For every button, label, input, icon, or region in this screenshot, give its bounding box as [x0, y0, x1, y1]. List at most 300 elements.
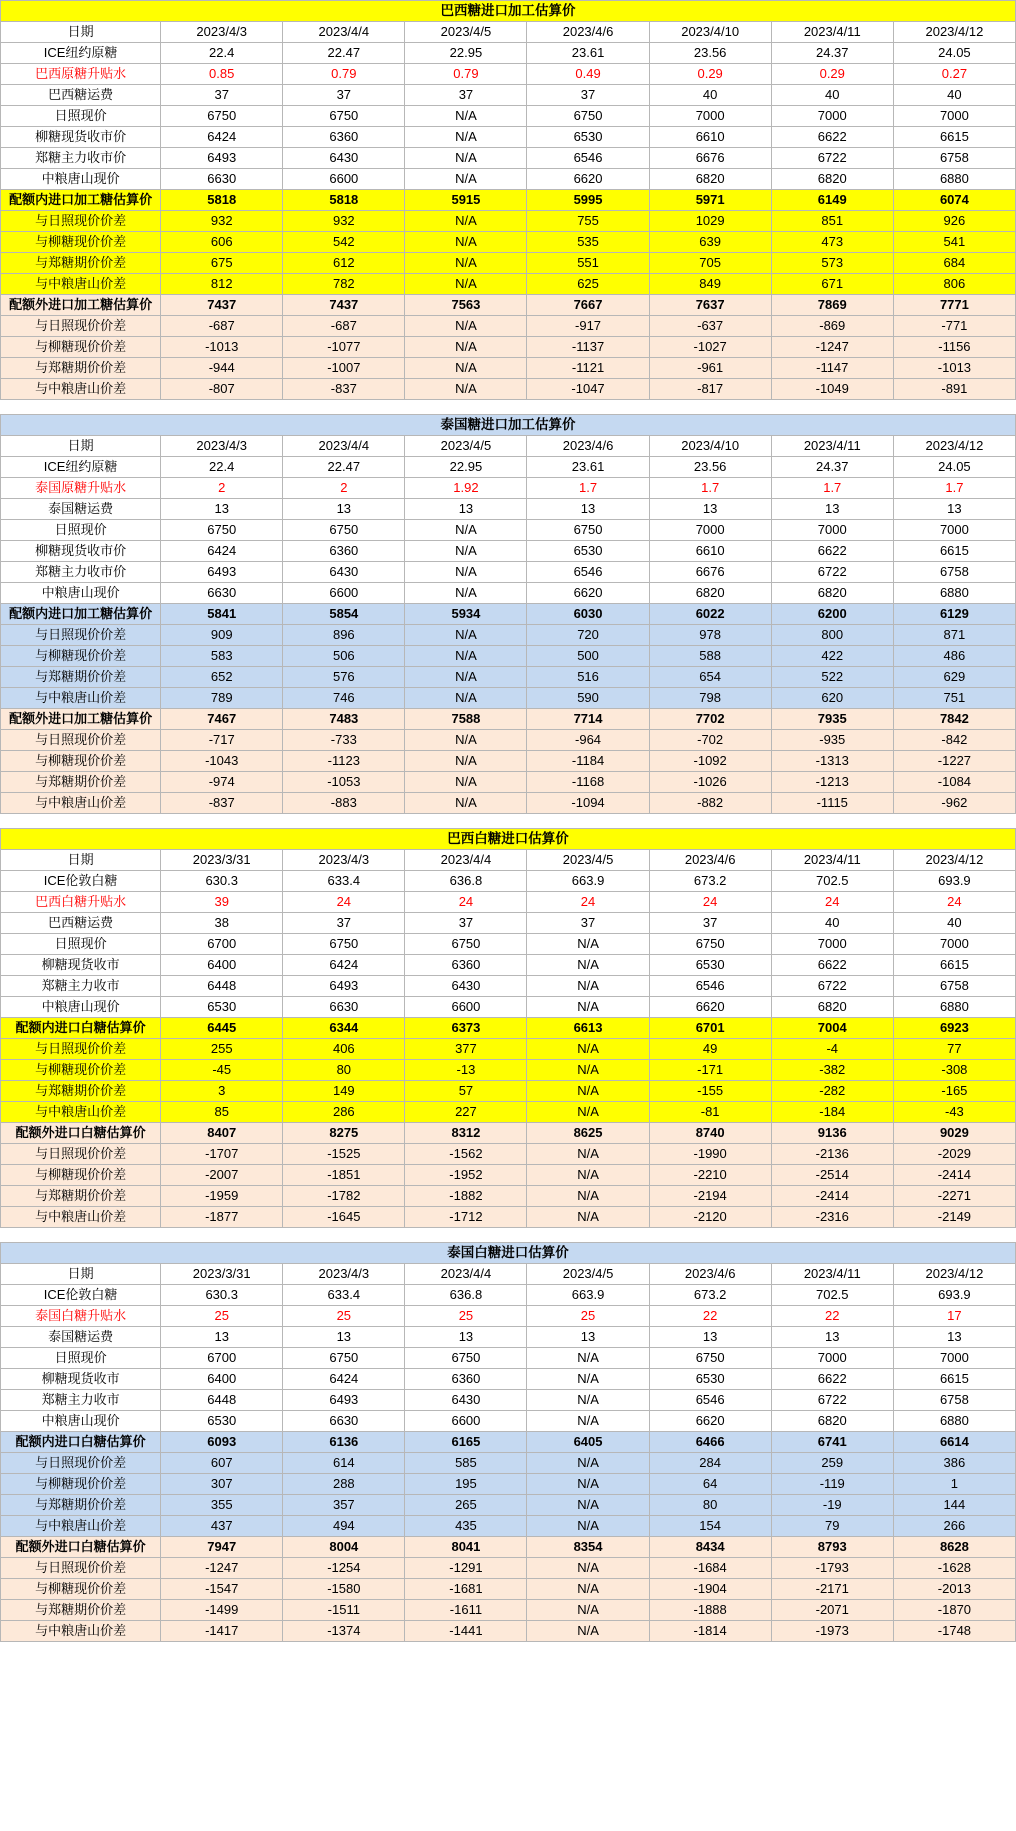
- table-cell: 583: [161, 646, 283, 667]
- table-cell: 6546: [527, 562, 649, 583]
- table-cell: 6546: [527, 148, 649, 169]
- table-cell: 39: [161, 892, 283, 913]
- table-cell: N/A: [527, 1453, 649, 1474]
- table-cell: 6622: [771, 955, 893, 976]
- table-cell: 576: [283, 667, 405, 688]
- row-label: 柳糖现货收市: [1, 955, 161, 976]
- table-cell: 22.4: [161, 457, 283, 478]
- table-cell: 22: [771, 1306, 893, 1327]
- table-cell: -1684: [649, 1558, 771, 1579]
- table-title: 巴西白糖进口估算价: [1, 829, 1016, 850]
- table-cell: -1027: [649, 337, 771, 358]
- row-label: 柳糖现货收市价: [1, 127, 161, 148]
- table-cell: N/A: [405, 358, 527, 379]
- table-cell: 37: [283, 85, 405, 106]
- table-row: [1, 1186, 1016, 1207]
- table-row: [1, 1102, 1016, 1123]
- table-cell: 8434: [649, 1537, 771, 1558]
- table-cell: 40: [771, 85, 893, 106]
- table-cell: N/A: [405, 646, 527, 667]
- table-cell: 630.3: [161, 1285, 283, 1306]
- table-row: [1, 730, 1016, 751]
- table-cell: 8625: [527, 1123, 649, 1144]
- table-cell: 625: [527, 274, 649, 295]
- table-row: [1, 337, 1016, 358]
- table-cell: 37: [405, 85, 527, 106]
- row-label: 与柳糖现价价差: [1, 646, 161, 667]
- table-cell: 633.4: [283, 871, 405, 892]
- row-label: 郑糖主力收市: [1, 1390, 161, 1411]
- table-row: [1, 541, 1016, 562]
- table-cell: N/A: [527, 1411, 649, 1432]
- table-cell: -1313: [771, 751, 893, 772]
- table-cell: 6022: [649, 604, 771, 625]
- table-cell: N/A: [527, 1144, 649, 1165]
- row-label: 配额外进口加工糖估算价: [1, 295, 161, 316]
- table-cell: 684: [893, 253, 1015, 274]
- table-cell: 40: [893, 85, 1015, 106]
- table-cell: N/A: [527, 1039, 649, 1060]
- table-cell: 25: [283, 1306, 405, 1327]
- table-cell: 49: [649, 1039, 771, 1060]
- table-cell: 144: [893, 1495, 1015, 1516]
- table-cell: -1814: [649, 1621, 771, 1642]
- table-cell: 386: [893, 1453, 1015, 1474]
- table-cell: -1184: [527, 751, 649, 772]
- table-cell: 6622: [771, 1369, 893, 1390]
- row-label: 日照现价: [1, 1348, 161, 1369]
- table-cell: 6373: [405, 1018, 527, 1039]
- table-block: [0, 828, 1016, 1242]
- table-title-row: [1, 829, 1016, 850]
- table-row: [1, 1621, 1016, 1642]
- table-cell: 652: [161, 667, 283, 688]
- table-cell: 720: [527, 625, 649, 646]
- table-cell: -961: [649, 358, 771, 379]
- table-cell: -687: [283, 316, 405, 337]
- table-cell: 614: [283, 1453, 405, 1474]
- table-row: [1, 1495, 1016, 1516]
- table-cell: 3: [161, 1081, 283, 1102]
- table-cell: N/A: [405, 169, 527, 190]
- table-cell: 5915: [405, 190, 527, 211]
- table-cell: 6430: [405, 976, 527, 997]
- row-label: 与柳糖现价价差: [1, 1579, 161, 1600]
- row-label: 泰国白糖升贴水: [1, 1306, 161, 1327]
- table-cell: 6615: [893, 541, 1015, 562]
- row-label: 与柳糖现价价差: [1, 232, 161, 253]
- table-cell: 535: [527, 232, 649, 253]
- table-cell: 851: [771, 211, 893, 232]
- column-header-date: 2023/4/3: [283, 1264, 405, 1285]
- table-cell: -771: [893, 316, 1015, 337]
- row-label: 配额内进口白糖估算价: [1, 1018, 161, 1039]
- table-cell: -1511: [283, 1600, 405, 1621]
- table-row: [1, 604, 1016, 625]
- table-cell: 6620: [649, 1411, 771, 1432]
- table-row: [1, 211, 1016, 232]
- table-cell: -944: [161, 358, 283, 379]
- table-title: 泰国糖进口加工估算价: [1, 415, 1016, 436]
- table-row: [1, 1081, 1016, 1102]
- table-cell: N/A: [405, 541, 527, 562]
- table-row: [1, 625, 1016, 646]
- table-cell: 40: [771, 913, 893, 934]
- table-cell: 7004: [771, 1018, 893, 1039]
- table-cell: 702.5: [771, 1285, 893, 1306]
- row-label: 与郑糖期价价差: [1, 667, 161, 688]
- table-cell: 6615: [893, 955, 1015, 976]
- table-cell: 473: [771, 232, 893, 253]
- row-label: 与中粮唐山价差: [1, 1102, 161, 1123]
- column-header-date: 2023/4/5: [405, 436, 527, 457]
- table-cell: 6750: [527, 106, 649, 127]
- table-cell: -2414: [893, 1165, 1015, 1186]
- row-label: 与中粮唐山价差: [1, 1516, 161, 1537]
- table-cell: 6750: [161, 106, 283, 127]
- table-cell: 437: [161, 1516, 283, 1537]
- row-label: ICE纽约原糖: [1, 457, 161, 478]
- table-cell: 6820: [771, 169, 893, 190]
- table-title-row: [1, 415, 1016, 436]
- table-cell: -1441: [405, 1621, 527, 1642]
- table-cell: 620: [771, 688, 893, 709]
- table-cell: 79: [771, 1516, 893, 1537]
- table-cell: -308: [893, 1060, 1015, 1081]
- table-cell: N/A: [527, 1186, 649, 1207]
- table-cell: 1.7: [893, 478, 1015, 499]
- table-cell: 6676: [649, 148, 771, 169]
- table-cell: -974: [161, 772, 283, 793]
- row-label: 与中粮唐山价差: [1, 1207, 161, 1228]
- table-cell: -2316: [771, 1207, 893, 1228]
- table-cell: 798: [649, 688, 771, 709]
- table-cell: -1084: [893, 772, 1015, 793]
- row-label: 日照现价: [1, 520, 161, 541]
- table-cell: 2: [283, 478, 405, 499]
- table-cell: 6093: [161, 1432, 283, 1453]
- row-label: 郑糖主力收市价: [1, 148, 161, 169]
- table-cell: 8275: [283, 1123, 405, 1144]
- table-cell: -702: [649, 730, 771, 751]
- table-cell: -1053: [283, 772, 405, 793]
- table-cell: 6448: [161, 1390, 283, 1411]
- table-cell: -45: [161, 1060, 283, 1081]
- column-header-date: 2023/4/12: [893, 850, 1015, 871]
- row-label: 配额内进口加工糖估算价: [1, 604, 161, 625]
- table-row: [1, 1390, 1016, 1411]
- table-cell: 6493: [161, 562, 283, 583]
- table-cell: 7935: [771, 709, 893, 730]
- table-cell: 6530: [527, 541, 649, 562]
- table-cell: 6750: [283, 520, 405, 541]
- table-cell: N/A: [527, 1516, 649, 1537]
- table-cell: 24.05: [893, 457, 1015, 478]
- table-cell: -119: [771, 1474, 893, 1495]
- row-label: ICE纽约原糖: [1, 43, 161, 64]
- table-cell: -882: [649, 793, 771, 814]
- table-cell: 6700: [161, 934, 283, 955]
- table-cell: 6750: [649, 1348, 771, 1369]
- table-cell: 6880: [893, 583, 1015, 604]
- table-row: [1, 1285, 1016, 1306]
- table-cell: 590: [527, 688, 649, 709]
- table-cell: -687: [161, 316, 283, 337]
- table-row: [1, 295, 1016, 316]
- table-cell: 13: [161, 499, 283, 520]
- table-cell: 6722: [771, 148, 893, 169]
- table-row: [1, 1039, 1016, 1060]
- table-row: [1, 1600, 1016, 1621]
- table-cell: -155: [649, 1081, 771, 1102]
- table-cell: N/A: [405, 106, 527, 127]
- table-cell: -81: [649, 1102, 771, 1123]
- table-row: [1, 1306, 1016, 1327]
- table-cell: 6758: [893, 1390, 1015, 1411]
- table-cell: 6530: [649, 955, 771, 976]
- table-cell: 812: [161, 274, 283, 295]
- column-header-date: 2023/4/3: [161, 436, 283, 457]
- table-cell: -964: [527, 730, 649, 751]
- table-cell: 25: [405, 1306, 527, 1327]
- table-cell: 13: [527, 1327, 649, 1348]
- table-cell: 6600: [283, 583, 405, 604]
- table-cell: 630.3: [161, 871, 283, 892]
- table-cell: -1168: [527, 772, 649, 793]
- table-cell: 13: [771, 499, 893, 520]
- column-header-date: 2023/4/5: [527, 850, 649, 871]
- table-block: [0, 1242, 1016, 1642]
- table-row: [1, 127, 1016, 148]
- row-label: 与日照现价价差: [1, 1144, 161, 1165]
- table-cell: 2: [161, 478, 283, 499]
- table-cell: 6610: [649, 541, 771, 562]
- table-cell: 7588: [405, 709, 527, 730]
- table-cell: 6676: [649, 562, 771, 583]
- table-cell: 932: [283, 211, 405, 232]
- table-row: [1, 562, 1016, 583]
- table-cell: 5854: [283, 604, 405, 625]
- table-cell: 13: [161, 1327, 283, 1348]
- column-header-date: 2023/4/6: [649, 850, 771, 871]
- table-cell: N/A: [527, 1060, 649, 1081]
- table-cell: -1049: [771, 379, 893, 400]
- table-cell: -1952: [405, 1165, 527, 1186]
- table-cell: -2071: [771, 1600, 893, 1621]
- table-cell: 1.7: [649, 478, 771, 499]
- table-row: [1, 997, 1016, 1018]
- table-row: [1, 1516, 1016, 1537]
- table-cell: -1213: [771, 772, 893, 793]
- table-cell: 8354: [527, 1537, 649, 1558]
- row-label: 与日照现价价差: [1, 1453, 161, 1474]
- column-header-date: 2023/4/4: [405, 850, 527, 871]
- table-cell: N/A: [527, 1600, 649, 1621]
- row-label: 与郑糖期价价差: [1, 253, 161, 274]
- table-cell: 6750: [405, 934, 527, 955]
- table-cell: -1525: [283, 1144, 405, 1165]
- table-cell: N/A: [405, 211, 527, 232]
- table-cell: 849: [649, 274, 771, 295]
- row-label: 与郑糖期价价差: [1, 1495, 161, 1516]
- column-header-date: 2023/3/31: [161, 1264, 283, 1285]
- table-row: [1, 751, 1016, 772]
- table-cell: 1029: [649, 211, 771, 232]
- table-cell: 6129: [893, 604, 1015, 625]
- table-cell: 7000: [893, 934, 1015, 955]
- table-cell: 357: [283, 1495, 405, 1516]
- row-label: 与日照现价价差: [1, 730, 161, 751]
- table-cell: N/A: [405, 562, 527, 583]
- table-cell: 23.56: [649, 43, 771, 64]
- table-cell: -1748: [893, 1621, 1015, 1642]
- column-header-date: 2023/4/5: [527, 1264, 649, 1285]
- table-cell: 7000: [893, 106, 1015, 127]
- row-label: 与柳糖现价价差: [1, 751, 161, 772]
- table-cell: -2171: [771, 1579, 893, 1600]
- table-cell: 0.79: [405, 64, 527, 85]
- table-row: [1, 1432, 1016, 1453]
- table-cell: 6530: [649, 1369, 771, 1390]
- table-cell: 6750: [527, 520, 649, 541]
- table-cell: 6030: [527, 604, 649, 625]
- table-cell: -1137: [527, 337, 649, 358]
- table-cell: 636.8: [405, 1285, 527, 1306]
- table-cell: 24: [649, 892, 771, 913]
- table-cell: 22.47: [283, 43, 405, 64]
- table-cell: -1026: [649, 772, 771, 793]
- table-cell: 6750: [283, 1348, 405, 1369]
- table-cell: N/A: [405, 772, 527, 793]
- table-cell: 23.61: [527, 457, 649, 478]
- table-spacer: [0, 1228, 1016, 1242]
- table-cell: -1013: [161, 337, 283, 358]
- table-cell: -1782: [283, 1186, 405, 1207]
- table-cell: 25: [161, 1306, 283, 1327]
- table-cell: N/A: [405, 625, 527, 646]
- column-header-date: 2023/4/12: [893, 22, 1015, 43]
- table-cell: 7771: [893, 295, 1015, 316]
- table-row: [1, 148, 1016, 169]
- row-label: 与郑糖期价价差: [1, 1186, 161, 1207]
- row-label: 配额外进口白糖估算价: [1, 1537, 161, 1558]
- table-cell: 7000: [893, 1348, 1015, 1369]
- table-cell: 806: [893, 274, 1015, 295]
- table-cell: 654: [649, 667, 771, 688]
- table-cell: N/A: [405, 688, 527, 709]
- table-cell: 288: [283, 1474, 405, 1495]
- table-row: [1, 871, 1016, 892]
- table-cell: 80: [649, 1495, 771, 1516]
- table-row: [1, 1165, 1016, 1186]
- table-cell: N/A: [405, 583, 527, 604]
- column-header-date: 2023/4/6: [527, 436, 649, 457]
- table-row: [1, 1369, 1016, 1390]
- table-cell: 6600: [283, 169, 405, 190]
- table-cell: 259: [771, 1453, 893, 1474]
- table-cell: 80: [283, 1060, 405, 1081]
- table-cell: 77: [893, 1039, 1015, 1060]
- table-cell: 486: [893, 646, 1015, 667]
- table-cell: 5971: [649, 190, 771, 211]
- table-row: [1, 1411, 1016, 1432]
- table-cell: 255: [161, 1039, 283, 1060]
- table-title: 巴西糖进口加工估算价: [1, 1, 1016, 22]
- table-row: [1, 274, 1016, 295]
- table-cell: 693.9: [893, 871, 1015, 892]
- row-label: 与日照现价价差: [1, 1558, 161, 1579]
- table-cell: 13: [771, 1327, 893, 1348]
- table-cell: 573: [771, 253, 893, 274]
- table-cell: N/A: [405, 730, 527, 751]
- table-cell: 6546: [649, 1390, 771, 1411]
- table-cell: -2194: [649, 1186, 771, 1207]
- table-cell: 6820: [649, 169, 771, 190]
- table-cell: 40: [893, 913, 1015, 934]
- table-cell: -1851: [283, 1165, 405, 1186]
- table-cell: 629: [893, 667, 1015, 688]
- table-row: [1, 793, 1016, 814]
- table-cell: 25: [527, 1306, 649, 1327]
- table-row: [1, 955, 1016, 976]
- table-title-row: [1, 1243, 1016, 1264]
- row-label: 与中粮唐山价差: [1, 379, 161, 400]
- table-title: 泰国白糖进口估算价: [1, 1243, 1016, 1264]
- table-cell: 1: [893, 1474, 1015, 1495]
- table-cell: 266: [893, 1516, 1015, 1537]
- table-cell: 7483: [283, 709, 405, 730]
- table-row: [1, 913, 1016, 934]
- table-cell: -13: [405, 1060, 527, 1081]
- table-cell: N/A: [527, 1165, 649, 1186]
- table-cell: -2013: [893, 1579, 1015, 1600]
- table-cell: N/A: [527, 1081, 649, 1102]
- table-cell: -19: [771, 1495, 893, 1516]
- table-cell: 6923: [893, 1018, 1015, 1039]
- table-cell: 6360: [283, 541, 405, 562]
- table-cell: -1990: [649, 1144, 771, 1165]
- table-cell: 22.4: [161, 43, 283, 64]
- table-cell: -1374: [283, 1621, 405, 1642]
- table-cell: 6741: [771, 1432, 893, 1453]
- table-cell: 926: [893, 211, 1015, 232]
- table-cell: -1077: [283, 337, 405, 358]
- table-cell: 6430: [283, 148, 405, 169]
- table-cell: -1645: [283, 1207, 405, 1228]
- table-cell: 639: [649, 232, 771, 253]
- table-header-row: [1, 850, 1016, 871]
- table-cell: N/A: [527, 1495, 649, 1516]
- table-cell: 6620: [649, 997, 771, 1018]
- table-cell: 24: [893, 892, 1015, 913]
- table-cell: -1013: [893, 358, 1015, 379]
- table-cell: 6700: [161, 1348, 283, 1369]
- row-label: 与郑糖期价价差: [1, 1600, 161, 1621]
- column-header-date: 2023/4/12: [893, 436, 1015, 457]
- table-cell: -1247: [771, 337, 893, 358]
- table-cell: 6430: [283, 562, 405, 583]
- row-label: 泰国糖运费: [1, 499, 161, 520]
- table-cell: 8407: [161, 1123, 283, 1144]
- table-cell: 585: [405, 1453, 527, 1474]
- table-block: [0, 414, 1016, 828]
- table-row: [1, 1207, 1016, 1228]
- table-cell: 6615: [893, 1369, 1015, 1390]
- table-cell: 8740: [649, 1123, 771, 1144]
- row-label: 与日照现价价差: [1, 1039, 161, 1060]
- table-cell: 7000: [893, 520, 1015, 541]
- table-cell: 542: [283, 232, 405, 253]
